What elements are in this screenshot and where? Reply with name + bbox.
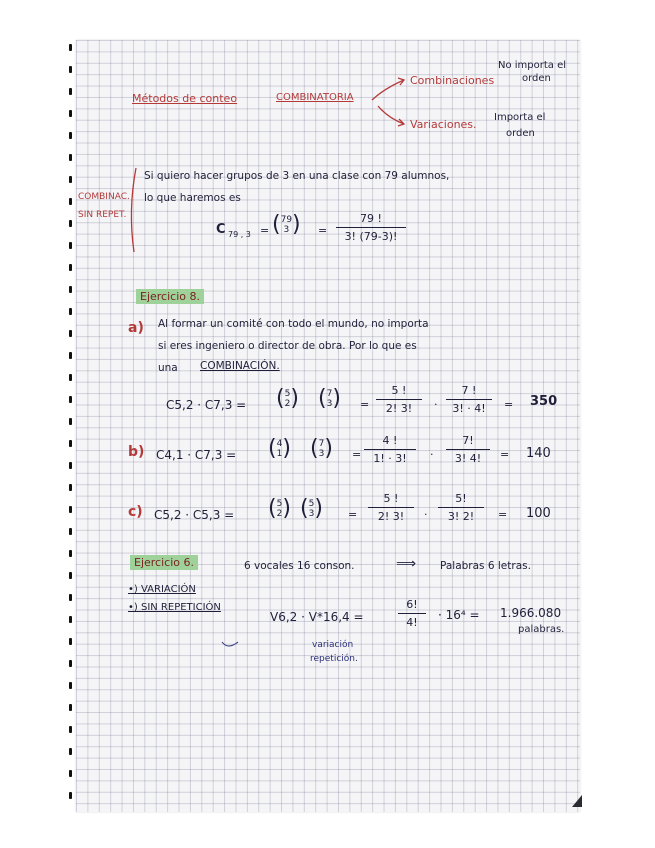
heading-subtitle: COMBINATORIA [276,92,354,103]
ex8-c-eq: = [348,508,358,521]
ex8-a-line3-word: COMBINACIÓN. [200,360,280,372]
intro-binomial: ( 79 3 ) [272,212,301,237]
ex8-a-fraction2: 7 ! 3! · 4! [446,384,492,415]
intro-line2: lo que haremos es [144,192,241,204]
intro-line1: Si quiero hacer grupos de 3 en una clase con 79 alumnos, [144,170,450,182]
side-label-line1: COMBINAC. [78,192,130,202]
intro-c-sub: 79 , 3 [228,230,251,239]
ex8-a-line3-pre: una [158,362,178,374]
ex8-b-result: 140 [526,446,551,461]
ex8-b-eq2: = [500,448,510,461]
intro-fraction: 79 ! 3! (79-3)! [336,212,406,243]
ex6-note-line2: repetición. [310,654,358,664]
heading-title: Métodos de conteo [132,92,238,105]
ex8-a-eq2: = [504,398,514,411]
ex8-a-binomial1: ( 5 2 ) [276,386,299,411]
ex6-bullet-sin-repeticion: •) SIN REPETICIÓN [128,602,221,613]
branch1-note-line2: orden [522,73,551,84]
ex6-note-line1: variación [312,640,354,650]
ex8-c-result: 100 [526,506,551,521]
ex6-result-unit: palabras. [518,624,565,635]
ex8-a-fraction1: 5 ! 2! 3! [376,384,422,415]
intro-eq1: = [260,224,270,237]
branch1-note-line1: No importa el [498,60,567,71]
ex6-result: 1.966.080 [500,606,562,620]
intro-c: C [216,222,226,237]
ex8-c-fraction2: 5! 3! 2! [438,492,484,523]
ex8-b-binomial2: ( 7 3 ) [310,436,333,461]
branch-combinaciones: Combinaciones [410,74,495,87]
branch-variaciones: Variaciones. [410,118,477,131]
ex8-b-expr: C4,1 · C7,3 = [156,448,237,462]
ex8-b-eq: = [352,448,362,461]
ex6-description: 6 vocales 16 conson. [244,560,355,572]
ex8-c-eq2: = [498,508,508,521]
ex8-c-fraction1: 5 ! 2! 3! [368,492,414,523]
exercise8-header: Ejercicio 8. [136,290,204,303]
ex8-a-eq: = [360,398,370,411]
ex8-b-label: b) [128,444,145,460]
ex6-arrow: ⟹ [396,556,417,572]
branch2-note-line1: Importa el [494,112,546,123]
branch2-note-line2: orden [506,128,535,139]
ex6-target: Palabras 6 letras. [440,560,531,572]
ex8-b-fraction2: 7! 3! 4! [446,434,490,465]
ex6-tail: · 16⁴ = [438,608,480,622]
ex8-a-line1: Al formar un comité con todo el mundo, no importa [158,318,429,330]
ex8-c-dot: · [424,508,428,521]
ex8-a-binomial2: ( 7 3 ) [318,386,341,411]
exercise6-header: Ejercicio 6. [130,556,198,569]
ex6-fraction: 6! 4! [398,598,426,629]
side-label-line2: SIN REPET. [78,210,127,220]
ex8-c-binomial1: ( 5 2 ) [268,496,291,521]
ex8-b-fraction1: 4 ! 1! · 3! [364,434,416,465]
ex8-b-dot: · [430,448,434,461]
ex8-c-binomial2: ( 5 3 ) [300,496,323,521]
ex8-a-label: a) [128,320,144,336]
ex8-a-line2: si eres ingeniero o director de obra. Por lo que es [158,340,417,352]
ex8-c-label: c) [128,504,143,520]
ex6-expr: V6,2 · V*16,4 = [270,610,364,624]
ex8-c-expr: C5,2 · C5,3 = [154,508,235,522]
ex8-b-binomial1: ( 4 1 ) [268,436,291,461]
ex6-bullet-variacion: •) VARIACIÓN [128,584,196,595]
ex8-a-expr: C5,2 · C7,3 = [166,398,247,412]
ex8-a-dot: · [434,398,438,411]
ex8-a-result: 350 [530,394,558,409]
intro-eq2: = [318,224,328,237]
